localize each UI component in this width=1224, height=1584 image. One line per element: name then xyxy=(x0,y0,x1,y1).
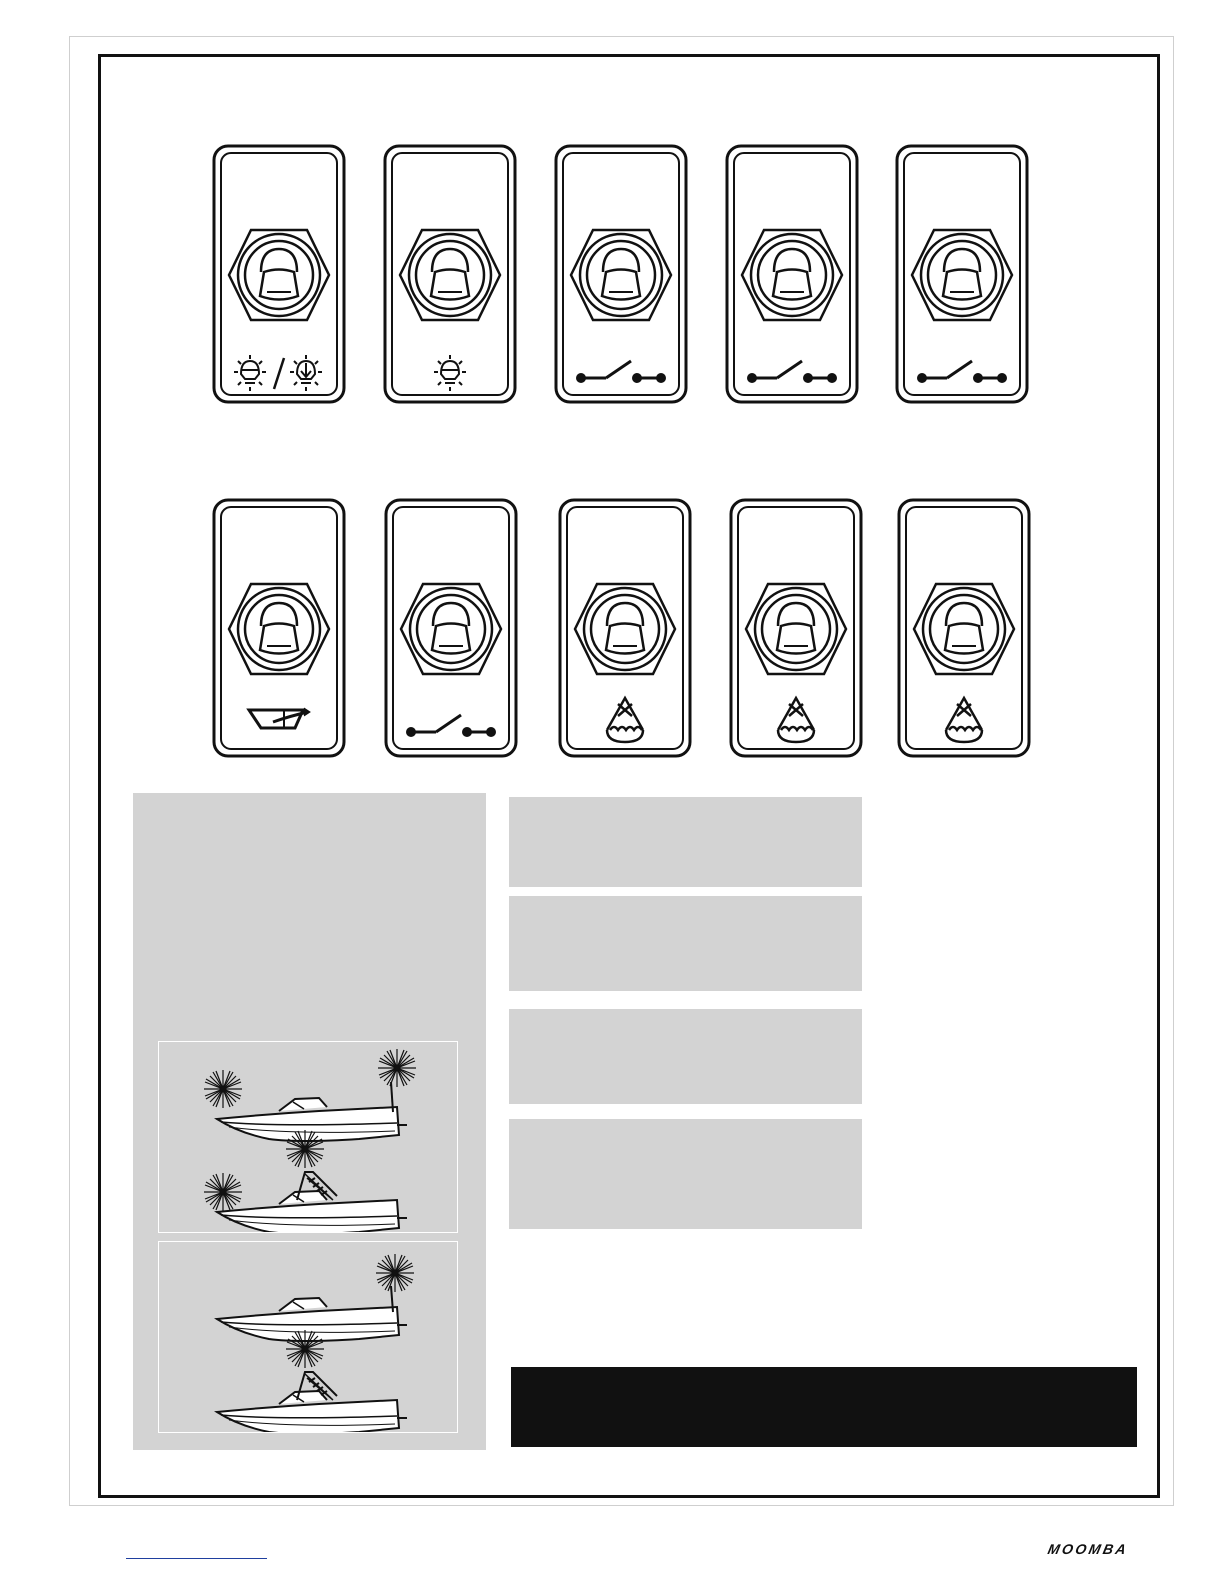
switch-nav-anchor-light[interactable] xyxy=(212,144,346,404)
toggle-switch-icon xyxy=(558,498,692,758)
switch-ballast-1[interactable] xyxy=(558,498,692,758)
switch-anchor-light[interactable] xyxy=(383,144,517,404)
svg-text:MOOMBA: MOOMBA xyxy=(1046,1541,1131,1557)
toggle-switch-icon xyxy=(897,498,1031,758)
toggle-switch-icon xyxy=(895,144,1029,404)
toggle-switch-icon xyxy=(729,498,863,758)
info-box-1 xyxy=(509,797,862,887)
warning-bar xyxy=(511,1367,1137,1447)
moomba-logo-icon xyxy=(1045,1540,1175,1558)
moomba-logo xyxy=(1045,1540,1175,1558)
switch-ballast-2[interactable] xyxy=(729,498,863,758)
info-box-2 xyxy=(509,896,862,991)
info-box-3 xyxy=(509,1009,862,1104)
toggle-switch-icon xyxy=(725,144,859,404)
info-box-4 xyxy=(509,1119,862,1229)
switch-auxiliary-3[interactable] xyxy=(895,144,1029,404)
switch-auxiliary-2[interactable] xyxy=(725,144,859,404)
switch-auxiliary-1[interactable] xyxy=(554,144,688,404)
switch-auxiliary-4[interactable] xyxy=(384,498,518,758)
anchor-light-illustration xyxy=(158,1241,458,1433)
toggle-switch-icon xyxy=(384,498,518,758)
boat-anchor-light-icon xyxy=(159,1242,457,1432)
switch-bilge-pump[interactable] xyxy=(212,498,346,758)
link-underline xyxy=(126,1558,267,1559)
toggle-switch-icon xyxy=(383,144,517,404)
toggle-switch-icon xyxy=(554,144,688,404)
boat-nav-lights-icon xyxy=(159,1042,457,1232)
nav-lights-illustration xyxy=(158,1041,458,1233)
toggle-switch-icon xyxy=(212,144,346,404)
switch-ballast-3[interactable] xyxy=(897,498,1031,758)
toggle-switch-icon xyxy=(212,498,346,758)
